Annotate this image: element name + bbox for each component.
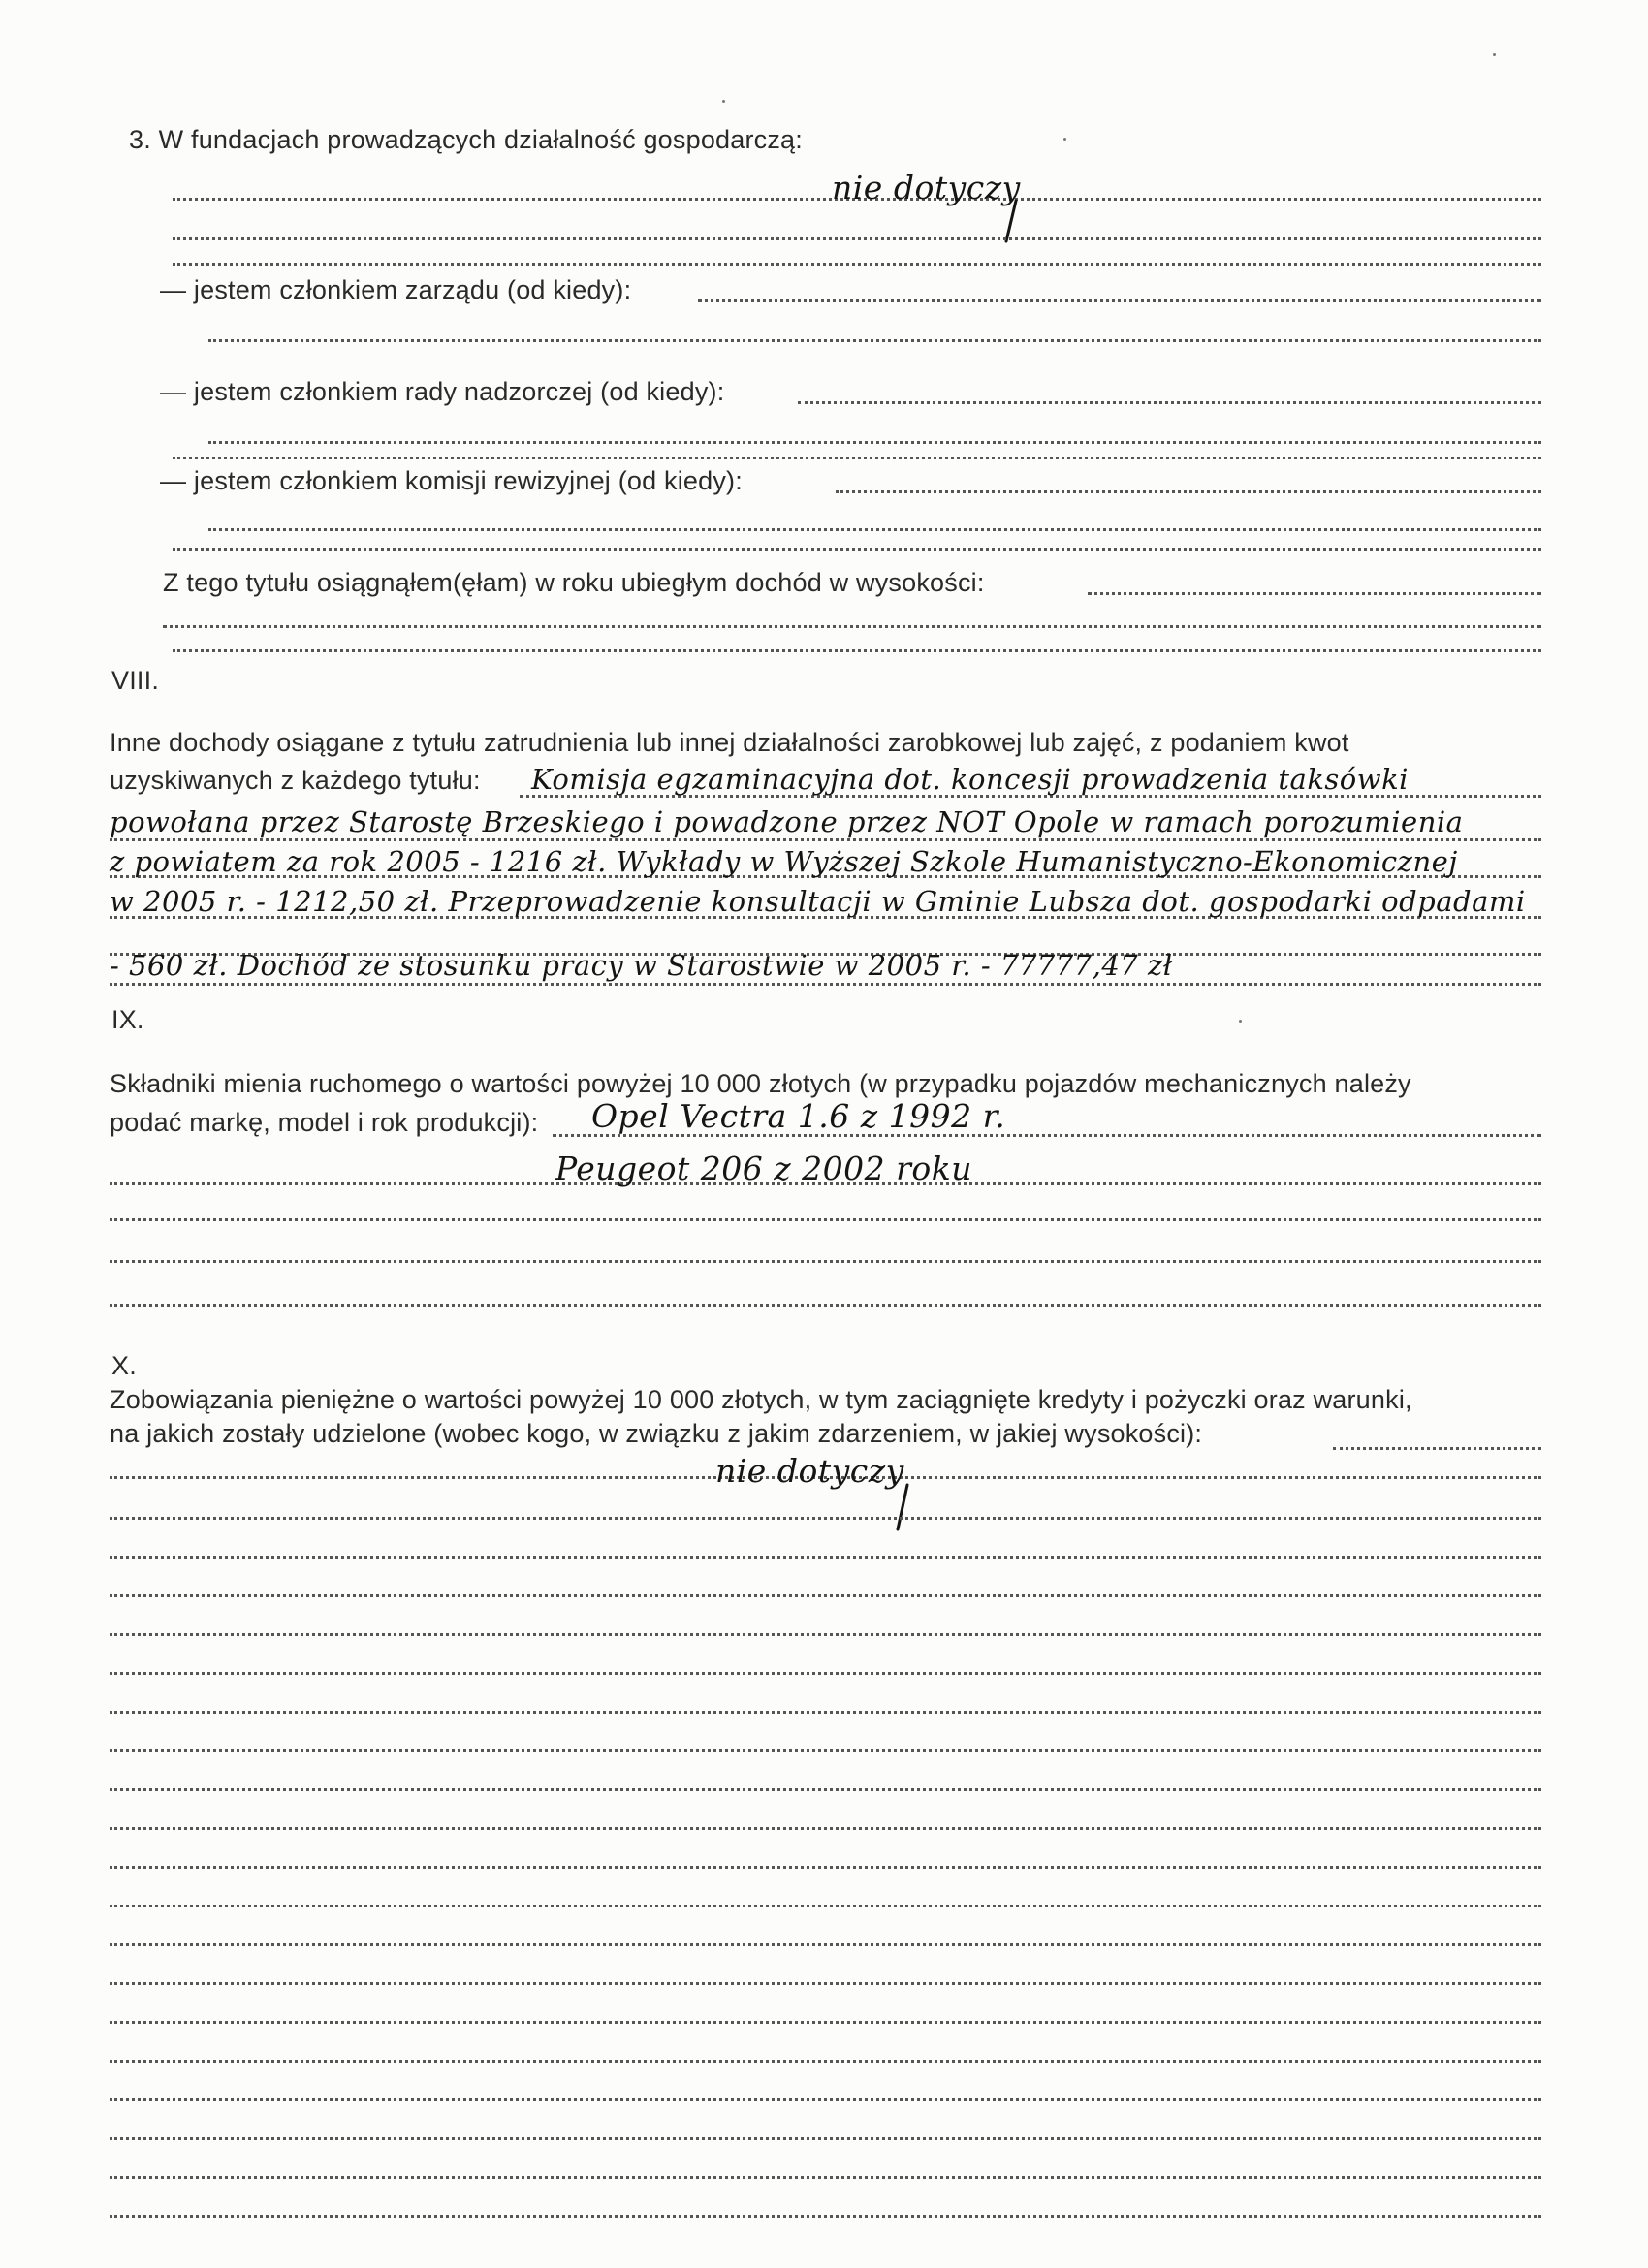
x-answer: nie dotyczy <box>715 1452 904 1490</box>
fill-line <box>110 1556 1541 1559</box>
fill-line <box>173 263 1541 266</box>
viii-answer-line-1: Komisja egzaminacyjna dot. koncesji prowadzenia taksówki <box>531 763 1409 796</box>
fill-line <box>110 1943 1541 1946</box>
fill-line <box>110 1260 1541 1263</box>
scan-speck <box>1063 138 1066 141</box>
fill-line <box>110 2098 1541 2101</box>
viii-answer-line-2: powołana przez Starostę Brzeskiego i powadzone przez NOT Opole w ramach porozumienia <box>110 805 1464 838</box>
fill-line <box>110 1594 1541 1597</box>
fill-line <box>110 983 1541 986</box>
fill-line <box>173 237 1541 240</box>
fill-line <box>110 2176 1541 2179</box>
fill-line <box>836 490 1541 493</box>
fill-line <box>110 1788 1541 1791</box>
fill-line <box>110 2021 1541 2024</box>
fill-line <box>173 548 1541 551</box>
scan-speck <box>1493 53 1496 56</box>
fill-line <box>1333 1447 1541 1450</box>
fill-line <box>173 649 1541 652</box>
section-x-text-line2: na jakich zostały udzielone (wobec kogo, w związku z jakim zdarzeniem, w jakiej wysokości): <box>110 1419 1203 1448</box>
section-viii-text-line1: Inne dochody osiągane z tytułu zatrudnienia lub innej działalności zarobkowej lub zajęć, z podaniem kwot <box>110 728 1349 757</box>
section-ix-text-line1: Składniki mienia ruchomego o wartości powyżej 10 000 złotych (w przypadku pojazdów mechanicznych należy <box>110 1069 1411 1098</box>
viii-answer-line-5: - 560 zł. Dochód ze stosunku pracy w Starostwie w 2005 r. - 77777,47 zł <box>110 949 1173 982</box>
komisja-label: — jestem członkiem komisji rewizyjnej (od kiedy): <box>160 466 743 495</box>
section-ix-text-line2: podać markę, model i rok produkcji): <box>110 1108 539 1137</box>
fill-line <box>110 1517 1541 1520</box>
fill-line <box>110 1866 1541 1869</box>
fill-line <box>1088 592 1541 595</box>
fill-line <box>110 1711 1541 1714</box>
fill-line <box>110 2060 1541 2063</box>
section-viii-text-line2: uzyskiwanych z każdego tytułu: <box>110 766 481 795</box>
section-viii-numeral: VIII. <box>111 666 160 695</box>
fundacje-answer: nie dotyczy <box>832 169 1021 206</box>
fill-line <box>110 1982 1541 1985</box>
scan-speck <box>1239 1020 1242 1023</box>
section-x-text-line1: Zobowiązania pieniężne o wartości powyżej 10 000 złotych, w tym zaciągnięte kredyty i pożyczki oraz warunki, <box>110 1385 1412 1414</box>
fill-line <box>110 1827 1541 1830</box>
handwritten-stroke <box>890 1483 919 1536</box>
section-x-numeral: X. <box>111 1351 137 1380</box>
fill-line <box>163 625 1541 628</box>
section-ix-numeral: IX. <box>111 1005 144 1034</box>
fill-line <box>110 2215 1541 2218</box>
fill-line <box>110 1218 1541 1221</box>
scan-speck <box>722 100 725 103</box>
viii-answer-line-3: z powiatem za rok 2005 - 1216 zł. Wykłady w Wyższej Szkole Humanistyczno-Ekonomicznej <box>110 845 1458 878</box>
fill-line <box>208 339 1541 342</box>
ix-answer-line-1: Opel Vectra 1.6 z 1992 r. <box>591 1097 1006 1135</box>
fill-line <box>110 1633 1541 1636</box>
fill-line <box>208 441 1541 444</box>
fill-line <box>110 1905 1541 1907</box>
rada-label: — jestem członkiem rady nadzorczej (od kiedy): <box>160 377 725 406</box>
dochod-label: Z tego tytułu osiągnąłem(ęłam) w roku ubiegłym dochód w wysokości: <box>163 568 985 597</box>
viii-answer-line-4: w 2005 r. - 1212,50 zł. Przeprowadzenie konsultacji w Gminie Lubsza dot. gospodarki odpadami <box>110 885 1526 918</box>
zarzad-label: — jestem członkiem zarządu (od kiedy): <box>160 275 632 304</box>
fill-line <box>110 1304 1541 1307</box>
fill-line <box>173 457 1541 459</box>
fill-line <box>110 1749 1541 1752</box>
fill-line <box>798 401 1541 404</box>
fill-line <box>110 2137 1541 2140</box>
ix-answer-line-2: Peugeot 206 z 2002 roku <box>555 1150 972 1187</box>
fill-line <box>698 299 1541 302</box>
fill-line <box>208 528 1541 531</box>
fundacje-heading: 3. W fundacjach prowadzących działalność gospodarczą: <box>129 125 803 154</box>
fill-line <box>110 1672 1541 1675</box>
